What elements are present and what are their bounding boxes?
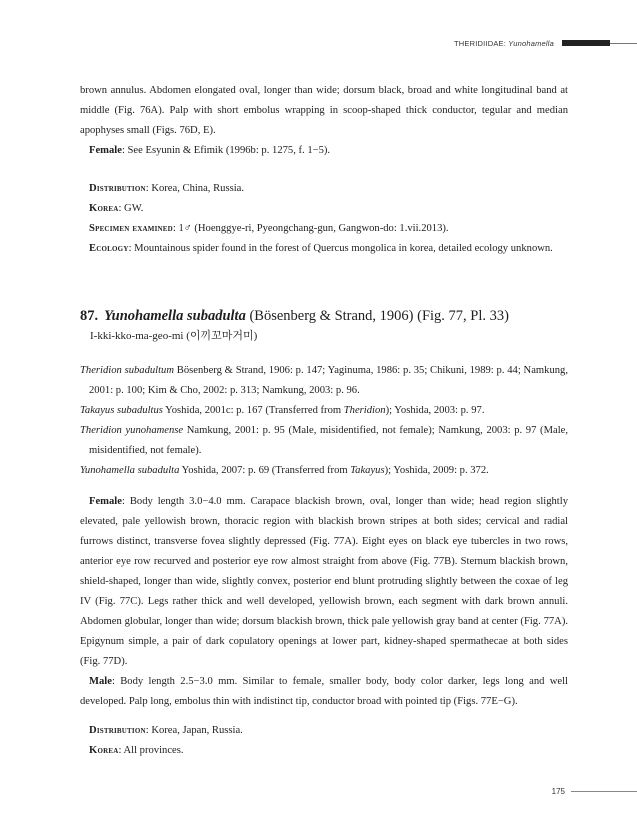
female-description: Female: Body length 3.0−4.0 mm. Carapace blackish brown, oval, longer than wide; head region slightly elevated, pale yellowish brown, thoracic region with blackish brown stripes at both sides; cervical and radial furrows distinct, transverse fovea slightly depressed (Fig. 77A). Eight eyes on black eye tubercles in two rows, anterior eye row recurved and posterior eye row almost straight from above (Fig. 77B). Sternum blackish brown, shield-shaped, longer than wide, slightly convex, posterior end blunt protruding slightly between the coxae of leg IV (Fig. 77C). Legs rather thick and well developed, yellowish brown, each segment with dark brown annuli. Abdomen globular, longer than wide; dorsum blackish brown, thick pale yellowish gray band at center (Fig. 77A). Epigynum simple, a pair of dark copulatory openings at lower part, kidney-shaped spermathecae at both sides (Fig. 77D).	[80, 496, 568, 667]
korean-common-name: I-kki-kko-ma-geo-mi (이끼꼬마거미)	[90, 330, 258, 342]
running-head	[454, 38, 637, 48]
running-head-text: THERIDIIDAE: Yunohamella	[454, 38, 554, 48]
page-number: 175	[551, 787, 565, 796]
korea-line: Korea: GW.	[89, 203, 144, 214]
synonymy-entry: Theridion yunohamense Namkung, 2001: p. 95 (Male, misidentified, not female); Namkung, 2003: p. 97 (Male, misidentified, not female).	[80, 425, 568, 456]
synonymy-entry: Takayus subadultus Yoshida, 2001c: p. 167 (Transferred from Theridion); Yoshida, 2003: p. 97.	[80, 405, 485, 416]
specimen-examined-line: Specimen examined: 1♂ (Hoenggye-ri, Pyeongchang-gun, Gangwon-do: 1.vii.2013).	[89, 223, 449, 234]
male-description: Male: Body length 2.5−3.0 mm. Similar to female, smaller body, body color darker, legs long and well developed. Palp long, embolus thin with indistinct tip, conductor broad with pointed tip (Figs. 77E−G).	[80, 676, 568, 707]
synonymy-entry: Yunohamella subadulta Yoshida, 2007: p. 69 (Transferred from Takayus); Yoshida, 2009: p. 372.	[80, 465, 489, 476]
species-heading	[80, 307, 580, 344]
page-footer	[552, 787, 637, 796]
distribution-line: Distribution: Korea, Japan, Russia.	[89, 725, 243, 736]
species-records	[80, 721, 568, 761]
running-head-line	[610, 43, 637, 44]
synonymy-list	[80, 361, 568, 481]
previous-species-description	[80, 81, 568, 161]
korea-line: Korea: All provinces.	[89, 745, 184, 756]
footer-rule	[571, 791, 637, 792]
female-reference: Female: See Esyunin & Efimik (1996b: p. 1275, f. 1−5).	[89, 145, 331, 156]
ecology-line: Ecology: Mountainous spider found in the forest of Quercus mongolica in korea, detailed ecology unknown.	[89, 243, 553, 254]
species-title: 87. Yunohamella subadulta (Bösenberg & Strand, 1906) (Fig. 77, Pl. 33)	[80, 308, 509, 324]
running-head-bar	[562, 40, 610, 46]
abdomen-palp-paragraph: brown annulus. Abdomen elongated oval, longer than wide; dorsum black, broad and white longitudinal band at middle (Fig. 76A). Palp with short embolus wrapping in scoop-shaped thick conductor, tegular and median apophyses small (Figs. 76D, E).	[80, 85, 568, 136]
species-description	[80, 492, 568, 712]
distribution-line: Distribution: Korea, China, Russia.	[89, 183, 245, 194]
previous-species-records	[80, 179, 568, 259]
synonymy-entry: Theridion subadultum Bösenberg & Strand, 1906: p. 147; Yaginuma, 1986: p. 35; Chikuni, 1989: p. 44; Namkung, 2001: p. 100; Kim & Cho, 2002: p. 313; Namkung, 2003: p. 96.	[80, 365, 568, 396]
